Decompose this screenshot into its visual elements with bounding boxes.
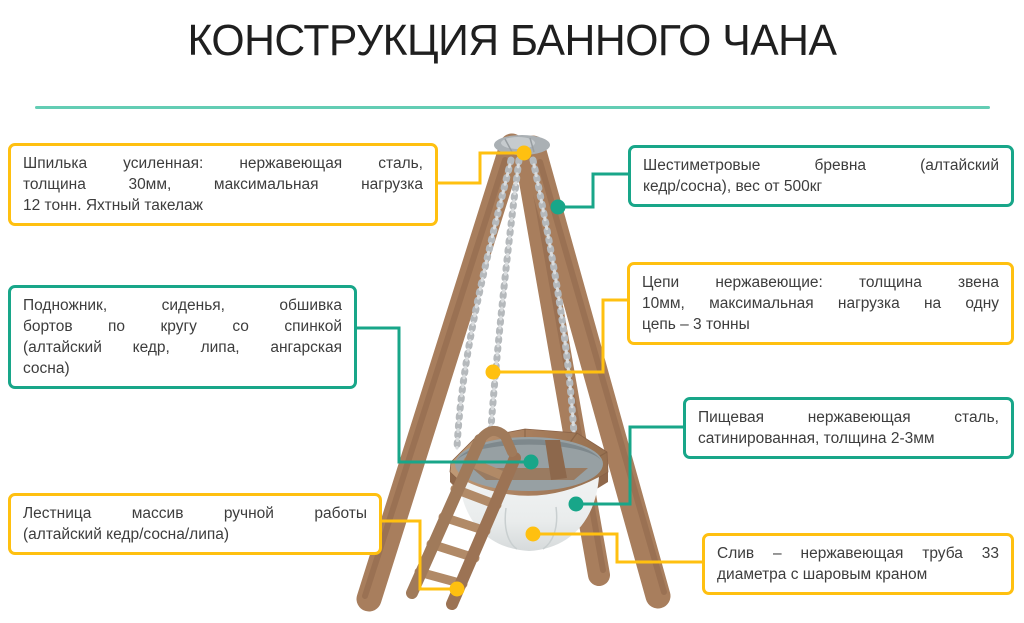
connector-lestnitsa-dot [450, 582, 465, 597]
callout-sliv [702, 533, 1014, 595]
connector-shpilka-dot [517, 146, 532, 161]
callout-podnozhnik [8, 285, 357, 389]
connector-tsepi-dot [486, 365, 501, 380]
callout-shpilka [8, 143, 438, 226]
callout-tsepi [627, 262, 1014, 345]
callout-pishchevaya [683, 397, 1014, 459]
page-title: КОНСТРУКЦИЯ БАННОГО ЧАНА [187, 16, 837, 65]
callout-text-line: сатинированная, толщина 2-3мм [698, 430, 935, 447]
callout-text-line: Пищевая нержавеющая сталь, [698, 409, 999, 426]
callout-text-line: Подножник, сиденья, обшивка [23, 297, 342, 314]
connector-podnozhnik-dot [524, 455, 539, 470]
callout-text-line: Шестиметровые бревна (алтайский [643, 157, 999, 174]
callout-text-line: Цепи нержавеющие: толщина звена [642, 274, 999, 291]
connector-sliv-dot [526, 527, 541, 542]
callout-text-line: Шпилька усиленная: нержавеющая сталь, [23, 155, 423, 172]
callout-text-line: бортов по кругу со спинкой [23, 318, 342, 335]
callout-text-line: 12 тонн. Яхтный такелаж [23, 197, 203, 214]
callout-text-line: цепь – 3 тонны [642, 316, 750, 333]
connector-logs-dot [551, 200, 566, 215]
callout-text-line: Слив – нержавеющая труба 33 [717, 545, 999, 562]
callout-text-line: (алтайский кедр, липа, ангарская [23, 339, 342, 356]
callout-text-line: (алтайский кедр/сосна/липа) [23, 526, 230, 543]
connector-logs-line [563, 174, 628, 207]
callout-lestnitsa [8, 493, 382, 555]
callout-text-line: кедр/сосна), вес от 500кг [643, 178, 823, 195]
connector-pishchevaya-dot [569, 497, 584, 512]
callout-text-line: толщина 30мм, максимальная нагрузка [23, 176, 423, 193]
callout-text-line: Лестница массив ручной работы [23, 505, 367, 522]
callout-text-line: сосна) [23, 360, 70, 377]
callout-logs [628, 145, 1014, 207]
callout-text-line: 10мм, максимальная нагрузка на одну [642, 295, 999, 312]
callout-text-line: диаметра с шаровым краном [717, 566, 928, 583]
